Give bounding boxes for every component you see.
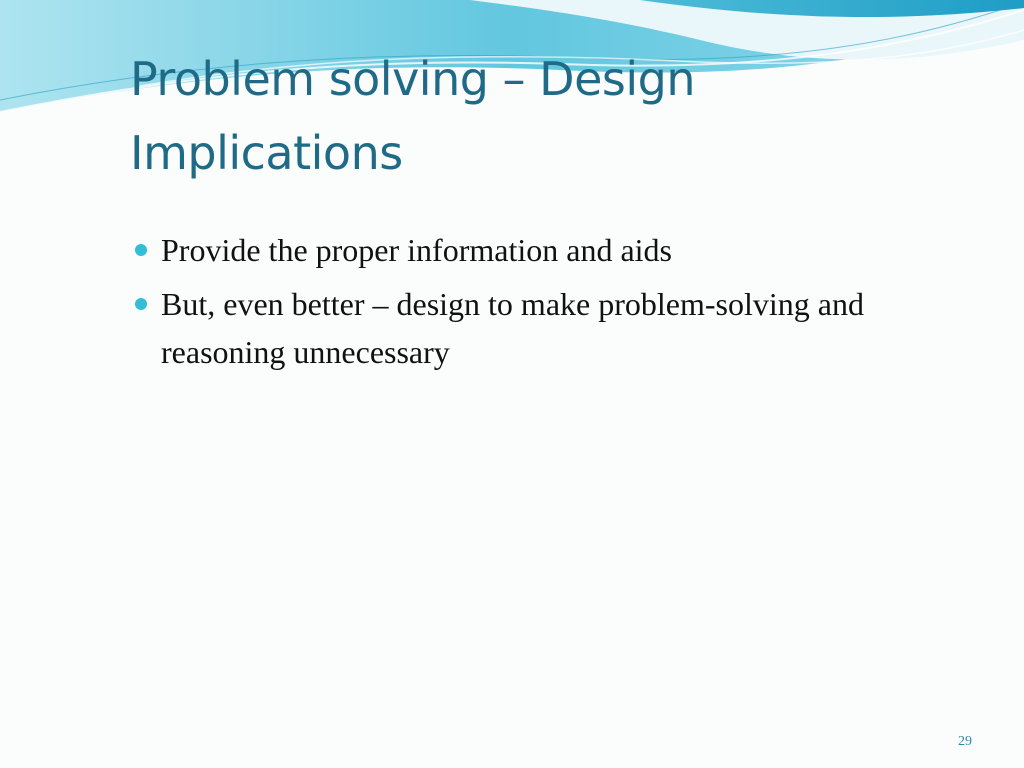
bullet-list [135,226,875,382]
page-number: 29 [958,734,972,749]
bullet-item [135,280,875,376]
bullet-item [135,226,875,274]
bullet-marker-icon [135,244,147,256]
slide-title: Problem solving – Design Implications [130,52,695,180]
bullet-text: But, even better – design to make problem-solving and reasoning unnecessary [161,286,864,370]
bullet-text: Provide the proper information and aids [161,232,672,268]
bullet-marker-icon [135,298,147,310]
